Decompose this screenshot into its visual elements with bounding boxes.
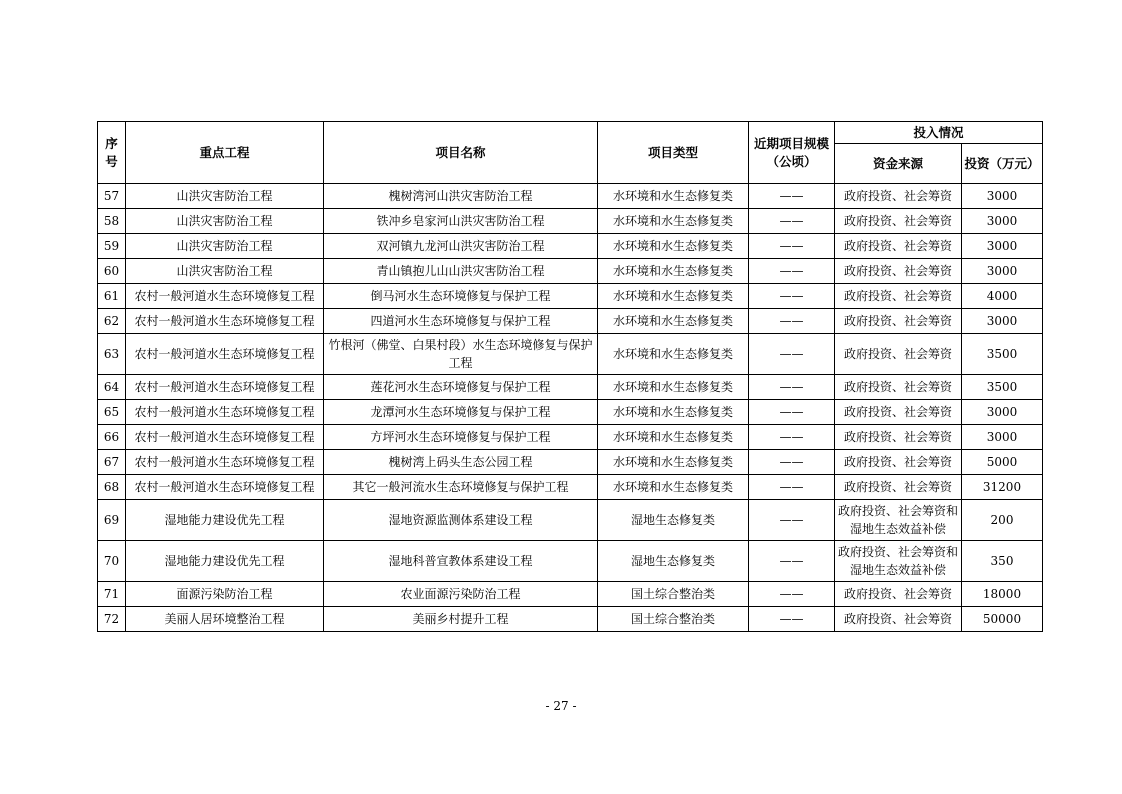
cell-project-type: 水环境和水生态修复类 [598,209,749,234]
cell-investment: 3000 [962,209,1043,234]
cell-investment: 50000 [962,607,1043,632]
cell-fund-source: 政府投资、社会筹资 [835,234,962,259]
cell-key-project: 农村一般河道水生态环境修复工程 [126,334,324,375]
cell-fund-source: 政府投资、社会筹资 [835,475,962,500]
cell-project-name: 美丽乡村提升工程 [324,607,598,632]
cell-seq: 58 [98,209,126,234]
table-row [98,284,1043,309]
cell-key-project: 面源污染防治工程 [126,582,324,607]
cell-seq: 60 [98,259,126,284]
header-investment-group: 投入情况 [835,122,1043,144]
table-row [98,334,1043,375]
cell-investment: 18000 [962,582,1043,607]
page-number: - 27 - [545,699,577,713]
cell-key-project: 农村一般河道水生态环境修复工程 [126,450,324,475]
table-row [98,607,1043,632]
cell-seq: 63 [98,334,126,375]
cell-project-type: 水环境和水生态修复类 [598,334,749,375]
cell-investment: 3000 [962,184,1043,209]
cell-project-name: 竹根河（佛堂、白果村段）水生态环境修复与保护工程 [324,334,598,375]
cell-scale: —— [749,284,835,309]
cell-investment: 3000 [962,425,1043,450]
cell-scale: —— [749,400,835,425]
table-body [98,184,1043,632]
cell-seq: 64 [98,375,126,400]
header-investment: 投资（万元） [962,144,1043,184]
cell-fund-source: 政府投资、社会筹资 [835,334,962,375]
cell-key-project: 山洪灾害防治工程 [126,259,324,284]
cell-project-name: 湿地资源监测体系建设工程 [324,500,598,541]
header-project-name: 项目名称 [324,122,598,184]
cell-project-name: 莲花河水生态环境修复与保护工程 [324,375,598,400]
cell-seq: 59 [98,234,126,259]
cell-project-name: 槐树湾上码头生态公园工程 [324,450,598,475]
cell-seq: 67 [98,450,126,475]
table-row [98,475,1043,500]
cell-fund-source: 政府投资、社会筹资 [835,209,962,234]
cell-investment: 5000 [962,450,1043,475]
cell-key-project: 农村一般河道水生态环境修复工程 [126,425,324,450]
cell-fund-source: 政府投资、社会筹资和湿地生态效益补偿 [835,541,962,582]
cell-project-name: 湿地科普宣教体系建设工程 [324,541,598,582]
cell-scale: —— [749,450,835,475]
cell-scale: —— [749,607,835,632]
cell-fund-source: 政府投资、社会筹资 [835,607,962,632]
cell-investment: 200 [962,500,1043,541]
cell-scale: —— [749,234,835,259]
cell-investment: 3500 [962,334,1043,375]
cell-fund-source: 政府投资、社会筹资 [835,259,962,284]
header-scale: 近期项目规模（公顷） [749,122,835,184]
table-row [98,400,1043,425]
cell-project-name: 槐树湾河山洪灾害防治工程 [324,184,598,209]
cell-project-type: 水环境和水生态修复类 [598,259,749,284]
cell-project-type: 水环境和水生态修复类 [598,475,749,500]
cell-seq: 71 [98,582,126,607]
cell-project-type: 水环境和水生态修复类 [598,450,749,475]
cell-scale: —— [749,259,835,284]
cell-investment: 3000 [962,400,1043,425]
cell-project-type: 国土综合整治类 [598,607,749,632]
cell-fund-source: 政府投资、社会筹资和湿地生态效益补偿 [835,500,962,541]
cell-fund-source: 政府投资、社会筹资 [835,309,962,334]
cell-seq: 61 [98,284,126,309]
cell-scale: —— [749,475,835,500]
table-row [98,184,1043,209]
cell-project-name: 倒马河水生态环境修复与保护工程 [324,284,598,309]
table-row [98,375,1043,400]
cell-scale: —— [749,425,835,450]
cell-project-name: 青山镇抱儿山山洪灾害防治工程 [324,259,598,284]
cell-project-name: 铁冲乡皂家河山洪灾害防治工程 [324,209,598,234]
cell-investment: 3000 [962,309,1043,334]
table-row [98,500,1043,541]
cell-fund-source: 政府投资、社会筹资 [835,425,962,450]
cell-key-project: 农村一般河道水生态环境修复工程 [126,309,324,334]
cell-investment: 4000 [962,284,1043,309]
cell-key-project: 农村一般河道水生态环境修复工程 [126,375,324,400]
cell-project-type: 湿地生态修复类 [598,500,749,541]
cell-key-project: 农村一般河道水生态环境修复工程 [126,284,324,309]
cell-project-type: 水环境和水生态修复类 [598,284,749,309]
cell-fund-source: 政府投资、社会筹资 [835,582,962,607]
cell-project-type: 水环境和水生态修复类 [598,184,749,209]
cell-seq: 65 [98,400,126,425]
table-row [98,582,1043,607]
cell-key-project: 湿地能力建设优先工程 [126,500,324,541]
header-seq: 序号 [98,122,126,184]
cell-investment: 3000 [962,259,1043,284]
cell-key-project: 农村一般河道水生态环境修复工程 [126,400,324,425]
cell-project-type: 水环境和水生态修复类 [598,425,749,450]
cell-key-project: 美丽人居环境整治工程 [126,607,324,632]
table-row [98,541,1043,582]
cell-seq: 70 [98,541,126,582]
table-row [98,450,1043,475]
table-row [98,309,1043,334]
cell-project-type: 水环境和水生态修复类 [598,375,749,400]
cell-seq: 69 [98,500,126,541]
cell-investment: 31200 [962,475,1043,500]
table-row [98,234,1043,259]
cell-project-type: 水环境和水生态修复类 [598,400,749,425]
cell-investment: 3500 [962,375,1043,400]
cell-scale: —— [749,375,835,400]
cell-key-project: 山洪灾害防治工程 [126,234,324,259]
cell-project-name: 四道河水生态环境修复与保护工程 [324,309,598,334]
cell-fund-source: 政府投资、社会筹资 [835,450,962,475]
cell-project-type: 湿地生态修复类 [598,541,749,582]
cell-scale: —— [749,184,835,209]
header-fund-source: 资金来源 [835,144,962,184]
table-row [98,425,1043,450]
cell-project-name: 其它一般河流水生态环境修复与保护工程 [324,475,598,500]
cell-fund-source: 政府投资、社会筹资 [835,375,962,400]
cell-scale: —— [749,582,835,607]
cell-seq: 57 [98,184,126,209]
header-project-type: 项目类型 [598,122,749,184]
cell-project-name: 农业面源污染防治工程 [324,582,598,607]
cell-project-name: 方坪河水生态环境修复与保护工程 [324,425,598,450]
cell-key-project: 农村一般河道水生态环境修复工程 [126,475,324,500]
cell-scale: —— [749,309,835,334]
table-row [98,209,1043,234]
cell-scale: —— [749,541,835,582]
cell-key-project: 山洪灾害防治工程 [126,184,324,209]
cell-project-type: 水环境和水生态修复类 [598,309,749,334]
cell-seq: 72 [98,607,126,632]
cell-scale: —— [749,209,835,234]
cell-fund-source: 政府投资、社会筹资 [835,400,962,425]
project-table [97,121,1043,632]
cell-seq: 68 [98,475,126,500]
cell-seq: 66 [98,425,126,450]
cell-fund-source: 政府投资、社会筹资 [835,284,962,309]
cell-key-project: 山洪灾害防治工程 [126,209,324,234]
cell-scale: —— [749,500,835,541]
cell-seq: 62 [98,309,126,334]
cell-project-type: 国土综合整治类 [598,582,749,607]
cell-project-name: 龙潭河水生态环境修复与保护工程 [324,400,598,425]
cell-project-name: 双河镇九龙河山洪灾害防治工程 [324,234,598,259]
cell-fund-source: 政府投资、社会筹资 [835,184,962,209]
table-row [98,259,1043,284]
cell-key-project: 湿地能力建设优先工程 [126,541,324,582]
header-key-project: 重点工程 [126,122,324,184]
cell-project-type: 水环境和水生态修复类 [598,234,749,259]
cell-investment: 350 [962,541,1043,582]
cell-investment: 3000 [962,234,1043,259]
cell-scale: —— [749,334,835,375]
